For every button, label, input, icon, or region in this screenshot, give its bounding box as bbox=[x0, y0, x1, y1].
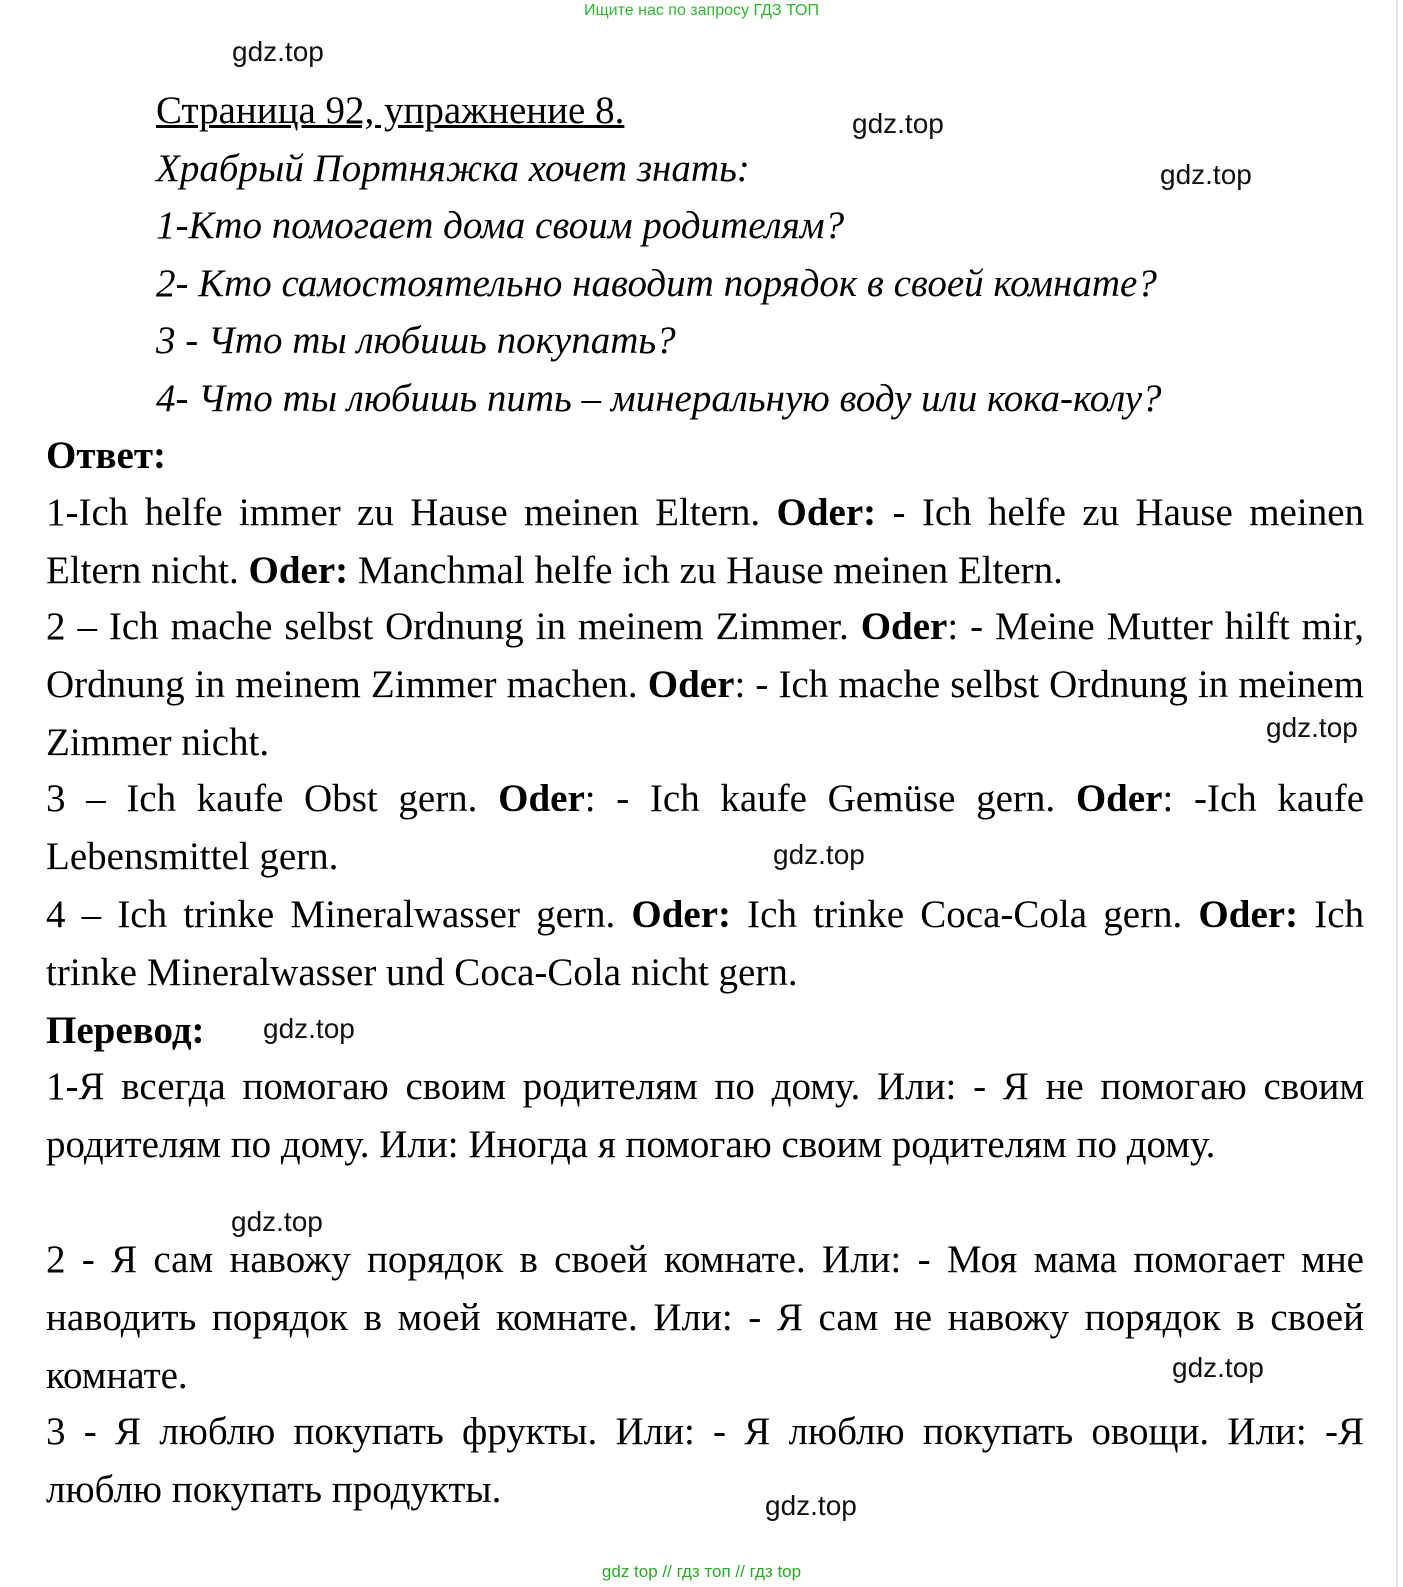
answer-3 bbox=[46, 770, 1364, 886]
oder-label: Oder bbox=[1075, 777, 1163, 820]
question-2: 2- Кто самостоятельно наводит порядок в своей комнате? bbox=[156, 262, 1157, 305]
watermark: gdz.top bbox=[231, 1206, 323, 1237]
translation-heading: Перевод: bbox=[46, 1009, 205, 1052]
answer-3-part-1: 3 – Ich kaufe Obst gern. bbox=[46, 777, 478, 820]
watermark: gdz.top bbox=[773, 839, 865, 870]
oder-label: Oder bbox=[860, 605, 948, 648]
watermark: gdz.top bbox=[1160, 159, 1252, 190]
answer-2 bbox=[46, 598, 1364, 772]
answer-2-part-1: 2 – Ich mache selbst Ordnung in meinem Zimmer. bbox=[46, 605, 849, 648]
translation-2: 2 - Я сам навожу порядок в своей комнате. Или: - Моя мама помогает мне наводить порядок в моей комнате. Или: - Я сам не навожу порядок в своей комнате. bbox=[46, 1238, 1364, 1397]
question-4: 4- Что ты любишь пить – минеральную воду или кока-колу? bbox=[156, 377, 1162, 420]
question-1: 1-Кто помогает дома своим родителям? bbox=[156, 204, 845, 247]
watermark: gdz.top bbox=[1172, 1352, 1264, 1383]
answer-1-part-1: 1-Ich helfe immer zu Hause meinen Eltern. bbox=[46, 491, 761, 534]
oder-label: Oder: bbox=[1198, 893, 1299, 936]
answer-3-part-3: : -Ich kaufe Lebensmittel gern. bbox=[46, 777, 1365, 878]
page-edge-rule bbox=[1396, 0, 1398, 1587]
oder-label: Oder: bbox=[248, 549, 349, 592]
translation-3: 3 - Я люблю покупать фрукты. Или: - Я люблю покупать овощи. Или: -Я люблю покупать продукты. bbox=[46, 1410, 1364, 1511]
answer-4-part-2: Ich trinke Coca-Cola gern. bbox=[731, 893, 1183, 936]
answer-1 bbox=[46, 484, 1364, 600]
footer-links[interactable]: gdz top // гдз топ // гдз top bbox=[601, 1562, 802, 1581]
oder-label: Oder bbox=[647, 663, 735, 706]
answer-4-part-3: Ich trinke Mineralwasser und Coca-Cola nicht gern. bbox=[46, 893, 1365, 994]
answer-2-part-2: : - Meine Mutter hilft mir, Ordnung in meinem Zimmer machen. bbox=[46, 605, 1364, 706]
watermark: gdz.top bbox=[765, 1490, 857, 1521]
answer-4 bbox=[46, 886, 1364, 1002]
watermark: gdz.top bbox=[263, 1013, 355, 1044]
oder-label: Oder bbox=[498, 777, 585, 820]
page-title: Страница 92, упражнение 8. bbox=[156, 89, 625, 132]
top-banner[interactable]: Ищите нас по запросу ГДЗ ТОП bbox=[584, 2, 819, 19]
watermark: gdz.top bbox=[1266, 712, 1358, 743]
answer-2-part-3: : - Ich mache selbst Ordnung in meinem Zimmer nicht. bbox=[46, 663, 1364, 764]
answer-heading: Ответ: bbox=[46, 434, 167, 477]
question-intro: Храбрый Портняжка хочет знать: bbox=[156, 147, 750, 190]
oder-label: Oder: bbox=[631, 893, 732, 936]
answer-3-part-2: : - Ich kaufe Gemüse gern. bbox=[584, 777, 1056, 820]
translation-1: 1-Я всегда помогаю своим родителям по дому. Или: - Я не помогаю своим родителям по дому. Или: Иногда я помогаю своим родителям по дому. bbox=[46, 1065, 1364, 1166]
watermark: gdz.top bbox=[852, 108, 944, 139]
answer-1-part-2: - Ich helfe zu Hause meinen Eltern nicht. bbox=[46, 491, 1365, 592]
answer-4-part-1: 4 – Ich trinke Mineralwasser gern. bbox=[46, 893, 616, 936]
oder-label: Oder: bbox=[776, 491, 877, 534]
question-3: 3 - Что ты любишь покупать? bbox=[156, 319, 676, 362]
answer-1-part-3: Manchmal helfe ich zu Hause meinen Eltern. bbox=[348, 549, 1063, 592]
watermark: gdz.top bbox=[232, 36, 324, 67]
